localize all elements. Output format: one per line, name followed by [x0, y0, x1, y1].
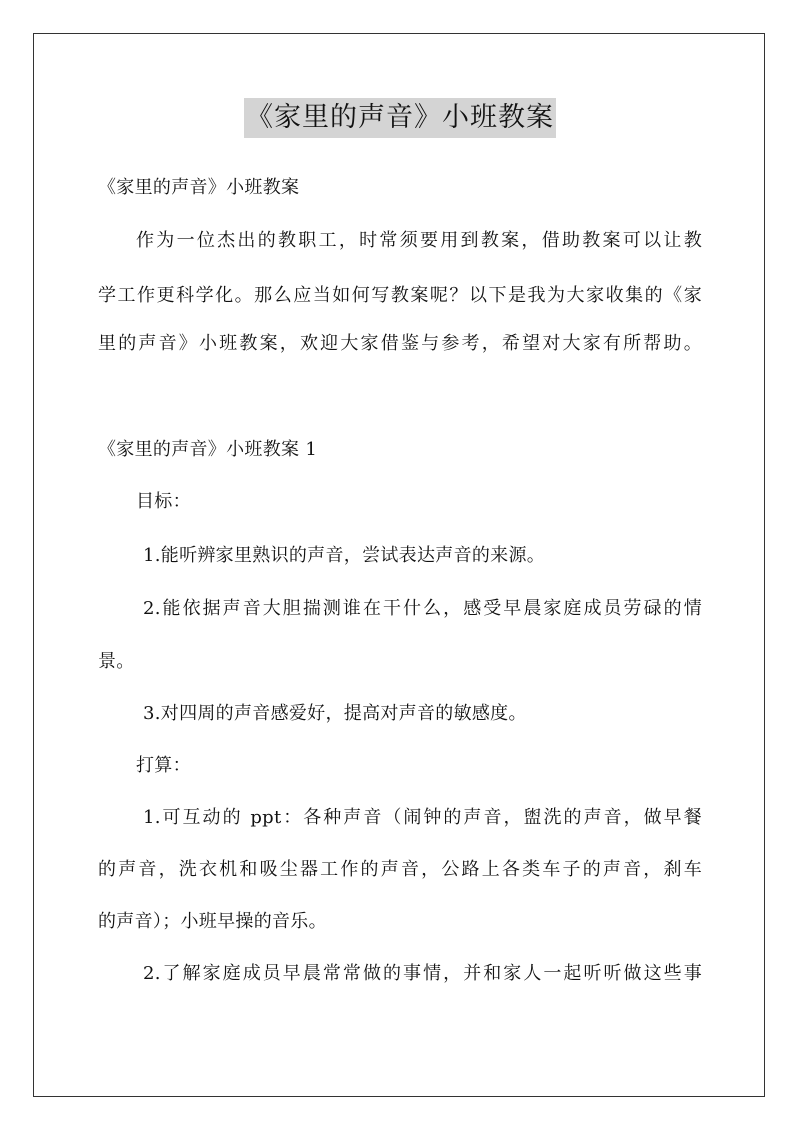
- goal-2-line-2: 景。: [98, 651, 135, 672]
- goals-label: 目标：: [136, 491, 191, 512]
- intro-line-1: 作为一位杰出的教职工，时常须要用到教案，借助教案可以让教: [136, 230, 702, 251]
- document-subtitle: 《家里的声音》小班教案: [98, 177, 300, 198]
- prep-2-line-1: 2.了解家庭成员早晨常常做的事情，并和家人一起听听做这些事: [143, 963, 702, 984]
- document-title: 《家里的声音》小班教案: [244, 98, 556, 138]
- goal-2-line-1: 2.能依据声音大胆揣测谁在干什么，感受早晨家庭成员劳碌的情: [143, 598, 702, 619]
- section-heading-1: 《家里的声音》小班教案 1: [98, 439, 318, 460]
- goal-3: 3.对四周的声音感爱好，提高对声音的敏感度。: [143, 703, 527, 724]
- goal-1: 1.能听辨家里熟识的声音，尝试表达声音的来源。: [143, 545, 546, 566]
- intro-line-2: 学工作更科学化。那么应当如何写教案呢？以下是我为大家收集的《家: [98, 285, 702, 306]
- prep-1-line-3: 的声音）；小班早操的音乐。: [98, 911, 327, 932]
- prep-1-line-2: 的声音，洗衣机和吸尘器工作的声音，公路上各类车子的声音，刹车: [98, 859, 702, 880]
- title-wrap: [0, 98, 800, 138]
- prep-label: 打算：: [136, 755, 191, 776]
- prep-1-line-1: 1.可互动的 ppt：各种声音（闹钟的声音，盥洗的声音，做早餐: [143, 807, 702, 828]
- intro-line-3: 里的声音》小班教案，欢迎大家借鉴与参考，希望对大家有所帮助。: [98, 333, 702, 354]
